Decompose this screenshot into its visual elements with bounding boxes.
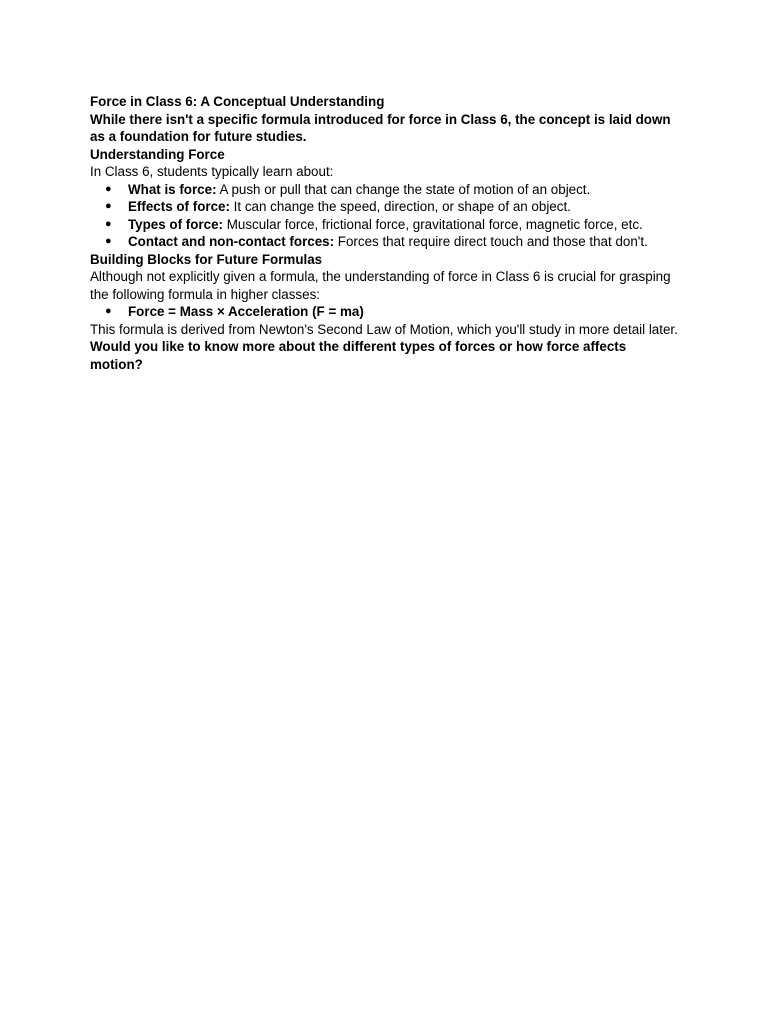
list-item-text: It can change the speed, direction, or shape of an object. [229,199,571,214]
list-item-term: Effects of force: [128,199,230,214]
list-item-text: Forces that require direct touch and those that don't. [334,234,648,249]
document-title: Force in Class 6: A Conceptual Understanding [90,94,385,109]
formula-text: Force = Mass × Acceleration (F = ma) [128,304,364,319]
bullet-icon: ● [105,200,112,212]
section-lead-text: In Class 6, students typically learn about: [90,164,334,179]
intro-paragraph: While there isn't a specific formula introduced for force in Class 6, the concept is laid down as a foundation for future studies. [90,111,671,144]
list-item [90,181,680,199]
document-body [90,93,680,373]
list-item-text: Muscular force, frictional force, gravitational force, magnetic force, etc. [223,216,643,232]
force-topics-list [90,181,680,251]
formula-note: This formula is derived from Newton's Second Law of Motion, which you'll study in more detail later. [90,321,678,337]
list-item [90,216,680,234]
bullet-icon: ● [105,235,112,247]
bullet-icon: ● [105,217,112,230]
list-item-text: A push or pull that can change the state of motion of an object. [216,181,591,197]
formula-list [90,303,680,321]
closing-question: Would you like to know more about the different types of forces or how force affects motion? [90,339,627,372]
list-item [90,233,680,251]
bullet-icon: ● [105,182,112,195]
section-lead-text: Although not explicitly given a formula, the understanding of force in Class 6 is crucial for grasping the following formula in higher classes: [90,269,671,302]
section-heading-building-blocks: Building Blocks for Future Formulas [90,251,323,267]
list-item-term: What is force: [128,181,217,197]
section-heading-understanding-force: Understanding Force [90,146,225,162]
list-item-term: Contact and non-contact forces: [128,234,335,249]
list-item [90,198,680,216]
bullet-icon: ● [105,305,112,317]
list-item [90,303,680,321]
list-item-term: Types of force: [128,216,223,232]
